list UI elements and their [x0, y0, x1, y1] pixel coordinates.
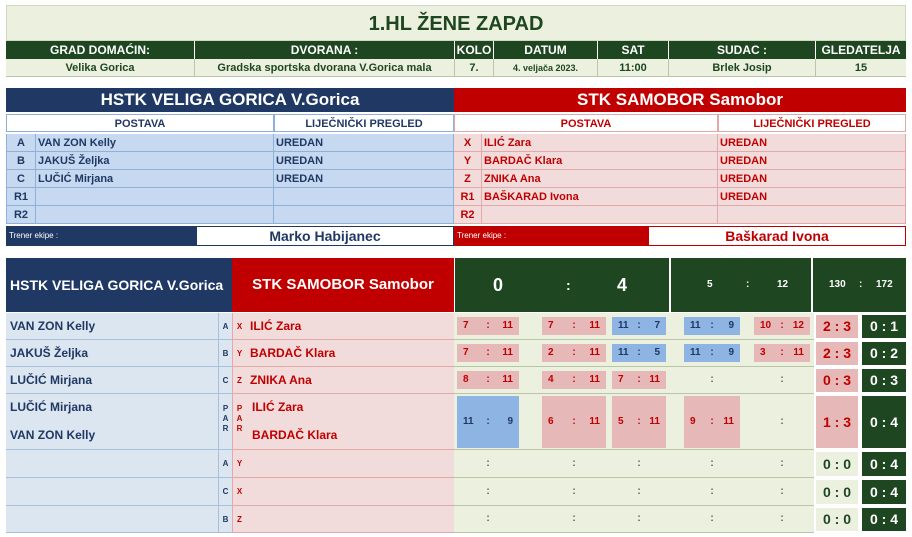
game-home-player: [6, 478, 218, 506]
away-coach-name: Baškarad Ivona: [648, 226, 906, 246]
set-away-points: 11: [793, 347, 804, 358]
game-set-score: [612, 317, 666, 335]
game-running-total: 0 : 3: [862, 369, 906, 392]
set-away-points: 9: [728, 320, 734, 331]
set-sep: :: [486, 513, 490, 524]
set-home-points: 11: [618, 347, 629, 358]
game-away-player: [246, 478, 454, 506]
game-result: 0 : 0: [816, 508, 858, 531]
set-sep: :: [572, 347, 576, 358]
game-set-score: [684, 455, 740, 473]
home-coach-name: Marko Habijanec: [196, 226, 454, 246]
game-home-player2: VAN ZON Kelly: [10, 428, 96, 442]
game-set-score: [457, 396, 519, 448]
set-away-points: 9: [728, 347, 734, 358]
game-home-pos: C: [218, 478, 232, 506]
set-home-points: 11: [463, 416, 474, 427]
away-player-pos: R1: [454, 188, 482, 206]
away-team-name: STK SAMOBOR Samobor: [454, 88, 906, 112]
set-sep: :: [486, 458, 490, 469]
home-player-medical: [274, 206, 454, 224]
away-player-pos: Y: [454, 152, 482, 170]
set-sep: :: [710, 320, 714, 331]
home-player-pos: A: [6, 134, 36, 152]
game-set-score: [754, 455, 810, 473]
set-home-points: 5: [618, 416, 624, 427]
sets-home: 5: [707, 279, 713, 290]
game-home-player: LUČIĆ Mirjana: [10, 400, 93, 414]
match-away-team: STK SAMOBOR Samobor: [232, 258, 454, 312]
set-sep: :: [637, 347, 641, 358]
game-home-player: VAN ZON Kelly: [6, 313, 218, 340]
game-away-pos: X: [232, 313, 246, 340]
away-lineup-header: POSTAVA: [454, 114, 718, 132]
away-player-name: BARDAČ Klara: [482, 152, 718, 170]
header-hall: DVORANA :: [195, 41, 455, 59]
game-away-pos: Y: [232, 450, 246, 478]
away-player-pos: Z: [454, 170, 482, 188]
value-city: Velika Gorica: [6, 59, 195, 77]
header-spectators: GLEDATELJA: [816, 41, 906, 59]
info-header-row: [6, 41, 906, 59]
set-home-points: 2: [548, 347, 554, 358]
game-home-pos: B: [218, 506, 232, 533]
home-player-medical: UREDAN: [274, 152, 454, 170]
game-set-score: [457, 483, 519, 501]
set-sep: :: [572, 320, 576, 331]
set-sep: :: [780, 347, 784, 358]
set-home-points: 10: [760, 320, 772, 331]
game-away-pos: P A R: [232, 394, 246, 450]
home-player-medical: UREDAN: [274, 170, 454, 188]
game-set-score: [754, 510, 810, 528]
sets-sep: :: [746, 279, 750, 290]
home-medical-header: LIJEČNIČKI PREGLED: [274, 114, 454, 132]
game-set-score: [754, 413, 810, 431]
value-referee: Brlek Josip: [669, 59, 816, 77]
set-sep: :: [572, 416, 576, 427]
game-home-pos: A: [218, 450, 232, 478]
game-home-pos: P A R: [218, 394, 232, 450]
game-set-score: [612, 483, 666, 501]
points-sep: :: [859, 279, 863, 290]
value-hall: Gradska sportska dvorana V.Gorica mala: [195, 59, 455, 77]
away-player-medical: UREDAN: [718, 170, 906, 188]
game-set-score: [684, 317, 740, 335]
set-home-points: 7: [618, 374, 624, 385]
game-set-score: [754, 371, 810, 389]
set-sep: :: [780, 416, 784, 427]
set-sep: :: [780, 513, 784, 524]
away-player-pos: X: [454, 134, 482, 152]
game-running-total: 0 : 1: [862, 315, 906, 338]
page-title: 1.HL ŽENE ZAPAD: [6, 5, 906, 41]
header-round: KOLO: [455, 41, 494, 59]
game-home-player: [6, 450, 218, 478]
set-sep: :: [710, 416, 714, 427]
set-away-points: 11: [589, 374, 600, 385]
game-set-score: [684, 396, 740, 448]
match-score-home: 0: [493, 275, 504, 295]
game-set-score: [612, 371, 666, 389]
game-set-score: [612, 396, 666, 448]
set-sep: :: [780, 486, 784, 497]
match-sets-box: [671, 258, 811, 312]
home-player-pos: R1: [6, 188, 36, 206]
game-set-score: [542, 396, 606, 448]
value-date: 4. veljača 2023.: [494, 59, 598, 77]
set-sep: :: [710, 374, 714, 385]
set-away-points: 9: [507, 416, 513, 427]
game-home-pos: A: [218, 313, 232, 340]
away-player-medical: UREDAN: [718, 134, 906, 152]
game-away-player: ILIĆ Zara: [252, 400, 304, 414]
game-away-player: ILIĆ Zara: [246, 313, 454, 340]
game-set-score: [457, 455, 519, 473]
set-sep: :: [572, 374, 576, 385]
home-lineup-header: POSTAVA: [6, 114, 274, 132]
away-player-name: BAŠKARAD Ivona: [482, 188, 718, 206]
home-player-pos: B: [6, 152, 36, 170]
game-away-players: [246, 394, 454, 450]
game-home-players: [6, 394, 218, 450]
game-home-pos: B: [218, 340, 232, 367]
game-away-pos: Y: [232, 340, 246, 367]
set-sep: :: [637, 513, 641, 524]
game-set-score: [754, 344, 810, 362]
game-running-total: 0 : 4: [862, 508, 906, 531]
game-set-score: [542, 344, 606, 362]
header-time: SAT: [598, 41, 669, 59]
game-set-score: [542, 483, 606, 501]
home-player-name: JAKUŠ Željka: [36, 152, 274, 170]
points-home: 130: [829, 279, 846, 290]
game-set-score: [754, 483, 810, 501]
game-set-score: [457, 344, 519, 362]
away-player-name: ILIĆ Zara: [482, 134, 718, 152]
set-away-points: 11: [649, 374, 660, 385]
set-away-points: 11: [723, 416, 734, 427]
game-away-player: [246, 506, 454, 533]
set-away-points: 11: [502, 347, 513, 358]
home-coach-label: Trener ekipe :: [6, 226, 196, 246]
set-sep: :: [486, 486, 490, 497]
set-home-points: 9: [690, 416, 696, 427]
set-away-points: 11: [502, 320, 513, 331]
set-sep: :: [637, 416, 641, 427]
away-player-medical: UREDAN: [718, 152, 906, 170]
match-points-box: [813, 258, 906, 312]
home-player-pos: C: [6, 170, 36, 188]
set-sep: :: [710, 347, 714, 358]
set-sep: :: [572, 486, 576, 497]
game-set-score: [612, 344, 666, 362]
home-player-medical: UREDAN: [274, 134, 454, 152]
game-set-score: [612, 455, 666, 473]
set-home-points: 6: [548, 416, 554, 427]
set-home-points: 11: [690, 320, 701, 331]
game-result: 0 : 0: [816, 452, 858, 476]
value-spectators: 15: [816, 59, 906, 77]
game-home-pos: C: [218, 367, 232, 394]
set-away-points: 7: [654, 320, 660, 331]
value-round: 7.: [455, 59, 494, 77]
game-result: 2 : 3: [816, 342, 858, 365]
away-player-medical: [718, 206, 906, 224]
set-sep: :: [780, 458, 784, 469]
home-player-medical: [274, 188, 454, 206]
game-result: 2 : 3: [816, 315, 858, 338]
match-score-box: [455, 258, 669, 312]
set-home-points: 7: [463, 347, 469, 358]
game-result: 0 : 0: [816, 480, 858, 504]
info-value-row: [6, 59, 906, 77]
set-sep: :: [637, 320, 641, 331]
set-away-points: 11: [589, 347, 600, 358]
game-set-score: [542, 371, 606, 389]
game-away-pos: X: [232, 478, 246, 506]
game-set-score: [542, 510, 606, 528]
game-away-pos: Z: [232, 367, 246, 394]
set-sep: :: [572, 458, 576, 469]
value-time: 11:00: [598, 59, 669, 77]
set-sep: :: [780, 374, 784, 385]
game-running-total: 0 : 4: [862, 452, 906, 476]
set-sep: :: [637, 458, 641, 469]
game-set-score: [612, 510, 666, 528]
header-city: GRAD DOMAĆIN:: [6, 41, 195, 59]
set-sep: :: [637, 374, 641, 385]
match-score-sep: :: [566, 277, 571, 293]
game-set-score: [684, 510, 740, 528]
game-set-score: [457, 510, 519, 528]
set-sep: :: [710, 486, 714, 497]
set-sep: :: [486, 374, 490, 385]
away-coach-label: Trener ekipe :: [454, 226, 648, 246]
away-medical-header: LIJEČNIČKI PREGLED: [718, 114, 906, 132]
set-away-points: 12: [792, 320, 804, 331]
set-sep: :: [710, 513, 714, 524]
sets-away: 12: [777, 279, 789, 290]
set-sep: :: [710, 458, 714, 469]
game-set-score: [457, 317, 519, 335]
set-sep: :: [486, 320, 490, 331]
set-sep: :: [637, 486, 641, 497]
game-set-score: [457, 371, 519, 389]
home-player-pos: R2: [6, 206, 36, 224]
game-result: 0 : 3: [816, 369, 858, 392]
game-set-score: [542, 455, 606, 473]
set-sep: :: [780, 320, 784, 331]
set-away-points: 11: [649, 416, 660, 427]
match-home-team: HSTK VELIGA GORICA V.Gorica: [6, 258, 232, 312]
set-away-points: 5: [654, 347, 660, 358]
game-result: 1 : 3: [816, 396, 858, 448]
header-date: DATUM: [494, 41, 598, 59]
game-set-score: [754, 317, 810, 335]
game-running-total: 0 : 4: [862, 396, 906, 448]
set-home-points: 7: [463, 320, 469, 331]
match-score-away: 4: [617, 275, 628, 295]
game-set-score: [684, 483, 740, 501]
set-sep: :: [486, 347, 490, 358]
game-away-player: BARDAČ Klara: [246, 340, 454, 367]
game-running-total: 0 : 2: [862, 342, 906, 365]
game-away-player: [246, 450, 454, 478]
set-home-points: 8: [463, 374, 469, 385]
game-set-score: [684, 344, 740, 362]
home-player-name: [36, 188, 274, 206]
set-sep: :: [572, 513, 576, 524]
points-away: 172: [876, 279, 893, 290]
set-home-points: 3: [760, 347, 766, 358]
set-home-points: 4: [548, 374, 554, 385]
away-player-medical: UREDAN: [718, 188, 906, 206]
game-away-player: ZNIKA Ana: [246, 367, 454, 394]
set-sep: :: [486, 416, 490, 427]
set-home-points: 11: [618, 320, 629, 331]
game-set-score: [684, 371, 740, 389]
home-player-name: LUČIĆ Mirjana: [36, 170, 274, 188]
set-away-points: 11: [502, 374, 513, 385]
game-away-player2: BARDAČ Klara: [252, 428, 338, 442]
game-home-player: JAKUŠ Željka: [6, 340, 218, 367]
set-away-points: 11: [589, 416, 600, 427]
set-home-points: 11: [690, 347, 701, 358]
home-team-name: HSTK VELIGA GORICA V.Gorica: [6, 88, 454, 112]
away-player-name: [482, 206, 718, 224]
set-home-points: 7: [548, 320, 554, 331]
game-running-total: 0 : 4: [862, 480, 906, 504]
away-player-name: ZNIKA Ana: [482, 170, 718, 188]
game-home-player: LUČIĆ Mirjana: [6, 367, 218, 394]
game-away-pos: Z: [232, 506, 246, 533]
header-referee: SUDAC :: [669, 41, 816, 59]
game-home-player: [6, 506, 218, 533]
game-set-score: [542, 317, 606, 335]
home-player-name: VAN ZON Kelly: [36, 134, 274, 152]
home-player-name: [36, 206, 274, 224]
set-away-points: 11: [589, 320, 600, 331]
away-player-pos: R2: [454, 206, 482, 224]
